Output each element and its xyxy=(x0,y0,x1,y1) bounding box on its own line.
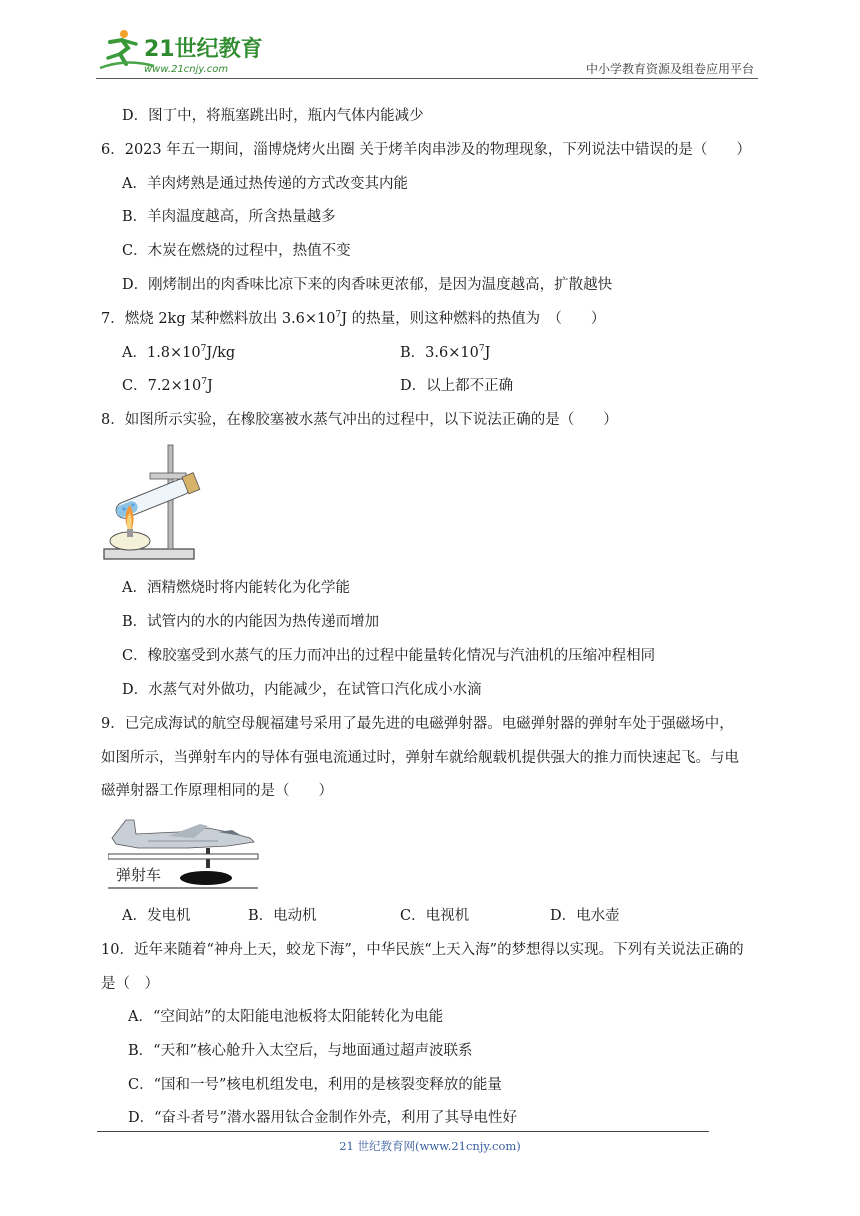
q10-option-c: C．“国和一号”核电机组发电，利用的是核裂变释放的能量 xyxy=(128,1077,502,1093)
q8-option-d: D．水蒸气对外做功，内能减少，在试管口汽化成小水滴 xyxy=(122,682,482,698)
q8-option-c: C．橡胶塞受到水蒸气的压力而冲出的过程中能量转化情况与汽油机的压缩冲程相同 xyxy=(122,648,656,664)
q10-option-a: A．“空间站”的太阳能电池板将太阳能转化为电能 xyxy=(128,1009,444,1025)
q8-option-a: A．酒精燃烧时将内能转化为化学能 xyxy=(122,580,350,596)
q8-option-b: B．试管内的水的内能因为热传递而增加 xyxy=(122,614,380,630)
header-divider xyxy=(96,78,758,79)
q6-option-b: B．羊肉温度越高，所含热量越多 xyxy=(122,209,336,225)
q6-option-a: A．羊肉烤熟是通过热传递的方式改变其内能 xyxy=(122,176,408,192)
question-6: 6．2023 年五一期间，淄博烧烤火出圈 关于烤羊肉串涉及的物理现象，下列说法中错误的是（ ） xyxy=(101,142,751,158)
question-10-line-2: 是（ ） xyxy=(101,976,159,992)
q9-option-b: B．电动机 xyxy=(248,908,317,924)
question-10-line-1: 10．近年来随着“神舟上天，蛟龙下海”，中华民族“上天入海”的梦想得以实现。下列有关说法正确的 xyxy=(101,942,744,958)
q10-option-d: D．“奋斗者号”潜水器用钛合金制作外壳，利用了其导电性好 xyxy=(128,1110,517,1126)
q5-option-d: D．图丁中，将瓶塞跳出时，瓶内气体内能减少 xyxy=(122,108,424,124)
catapult-car-label: 弹射车 xyxy=(116,866,162,884)
q9-option-c: C．电视机 xyxy=(400,908,470,924)
svg-text:www.21cnjy.com: www.21cnjy.com xyxy=(144,64,229,75)
q7-option-b: B．$3.6\times 10^7J$ xyxy=(400,344,491,361)
svg-text:21世纪教育: 21世纪教育 xyxy=(144,37,263,62)
page-header xyxy=(96,28,758,80)
question-9-line-2: 如图所示，当弹射车内的导体有强电流通过时，弹射车就给舰载机提供强大的推力而快速起飞。与电 xyxy=(101,750,739,766)
question-7: 7．燃烧 2kg 某种燃料放出 $3.6\times 10^7J$ 的热量，则这种燃料的热值为 （ ） xyxy=(101,310,606,327)
question-8: 8．如图所示实验，在橡胶塞被水蒸气冲出的过程中，以下说法正确的是（ ） xyxy=(101,412,618,428)
footer-divider xyxy=(97,1131,709,1132)
q7-option-a: A．$1.8\times 10^7J/kg$ xyxy=(122,344,236,361)
question-9-line-1: 9．已完成海试的航空母舰福建号采用了最先进的电磁弹射器。电磁弹射器的弹射车处于强磁场中， xyxy=(101,716,734,732)
q6-option-d: D．刚烤制出的肉香味比凉下来的肉香味更浓郁，是因为温度越高，扩散越快 xyxy=(122,277,613,293)
q7-option-c: C．$7.2\times 10^7J$ xyxy=(122,377,213,394)
test-tube-experiment-figure xyxy=(100,443,206,565)
site-logo xyxy=(96,28,266,76)
q10-option-b: B．“天和”核心舱升入太空后，与地面通过超声波联系 xyxy=(128,1043,473,1059)
header-platform-text: 中小学教育资源及组卷应用平台 xyxy=(585,62,754,76)
question-9-line-3: 磁弹射器工作原理相同的是（ ） xyxy=(101,783,333,799)
q9-option-d: D．电水壶 xyxy=(550,908,620,924)
q6-option-c: C．木炭在燃烧的过程中，热值不变 xyxy=(122,243,351,259)
catapult-figure xyxy=(108,814,260,890)
q7-option-d: D．以上都不正确 xyxy=(400,378,514,394)
q9-option-a: A．发电机 xyxy=(122,908,191,924)
footer-text[interactable]: 21 世纪教育网(www.21cnjy.com) xyxy=(339,1139,521,1153)
